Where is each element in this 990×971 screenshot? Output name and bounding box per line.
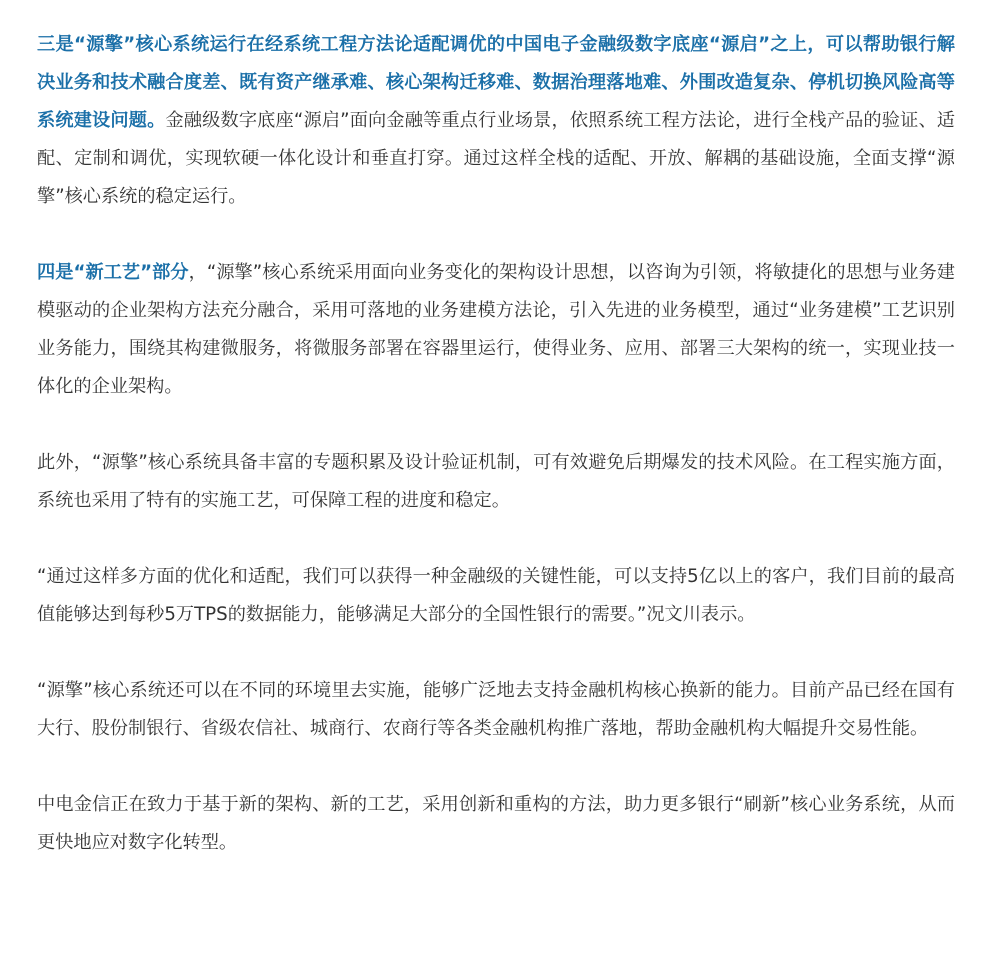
paragraph-spacer bbox=[37, 520, 955, 558]
article-body bbox=[37, 26, 955, 862]
paragraph-spacer bbox=[37, 634, 955, 672]
paragraph-spacer bbox=[37, 216, 955, 254]
paragraph-text: 金融级数字底座“源启”面向金融等重点行业场景，依照系统工程方法论，进行全栈产品的验证、适配、定制和调优，实现软硬一体化设计和垂直打穿。通过这样全栈的适配、开放、解耦的基础设施，全面支撑“源擎”核心系统的稳定运行。 bbox=[37, 110, 955, 207]
paragraph-quote bbox=[37, 558, 955, 634]
paragraph-spacer bbox=[37, 748, 955, 786]
paragraph-risk-control bbox=[37, 444, 955, 520]
paragraph-text: “源擎”核心系统还可以在不同的环境里去实施，能够广泛地去支持金融机构核心换新的能力。目前产品已经在国有大行、股份制银行、省级农信社、城商行、农商行等各类金融机构推广落地，帮助金融机构大幅提升交易性能。 bbox=[37, 680, 955, 739]
paragraph-lead: 三是“源擎”核心系统运行在经系统工程方法论适配调优的中国电子金融级数字底座“源启”之上，可以帮助银行解决业务和技术融合度差、既有资产继承难、核心架构迁移难、数据治理落地难、外围改造复杂、停机切换风险高等系统建设问题。 bbox=[37, 34, 955, 131]
paragraph-deployment bbox=[37, 672, 955, 748]
paragraph-conclusion bbox=[37, 786, 955, 862]
paragraph-text: 中电金信正在致力于基于新的架构、新的工艺，采用创新和重构的方法，助力更多银行“刷新”核心业务系统，从而更快地应对数字化转型。 bbox=[37, 794, 955, 853]
paragraph-spacer bbox=[37, 406, 955, 444]
paragraph-3-core-platform bbox=[37, 26, 955, 216]
paragraph-text: ，“源擎”核心系统采用面向业务变化的架构设计思想，以咨询为引领，将敏捷化的思想与业务建模驱动的企业架构方法充分融合，采用可落地的业务建模方法论，引入先进的业务模型，通过“业务建模”工艺识别业务能力，围绕其构建微服务，将微服务部署在容器里运行，使得业务、应用、部署三大架构的统一，实现业技一体化的企业架构。 bbox=[37, 262, 955, 397]
paragraph-text: “通过这样多方面的优化和适配，我们可以获得一种金融级的关键性能，可以支持5亿以上的客户，我们目前的最高值能够达到每秒5万TPS的数据能力，能够满足大部分的全国性银行的需要。”况文川表示。 bbox=[37, 566, 955, 625]
paragraph-lead: 四是“新工艺”部分 bbox=[37, 262, 189, 283]
paragraph-4-new-process bbox=[37, 254, 955, 406]
paragraph-text: 此外，“源擎”核心系统具备丰富的专题积累及设计验证机制，可有效避免后期爆发的技术风险。在工程实施方面，系统也采用了特有的实施工艺，可保障工程的进度和稳定。 bbox=[37, 452, 955, 511]
